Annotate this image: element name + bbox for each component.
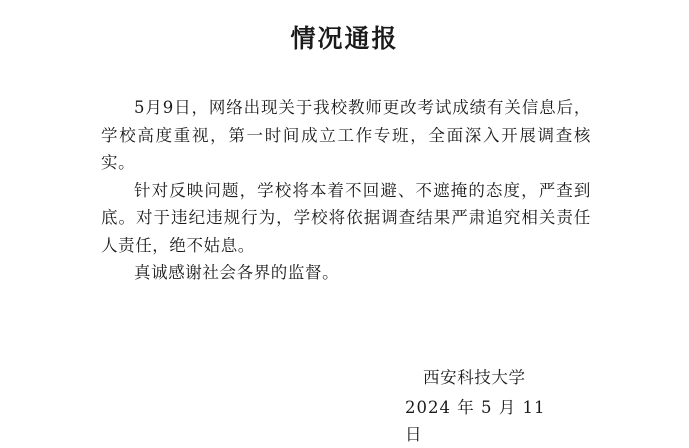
notice-body bbox=[101, 94, 591, 287]
paragraph-thanks: 真诚感谢社会各界的监督。 bbox=[134, 263, 340, 282]
notice-title: 情况通报 bbox=[290, 24, 399, 53]
signature-organization: 西安科技大学 bbox=[423, 368, 526, 387]
paragraph-commitment: 针对反映问题，学校将本着不回避、不遮掩的态度，严查到底。对于违纪违规行为，学校将依据调查结果严肃追究相关责任人责任，绝不姑息。 bbox=[101, 180, 591, 255]
signature-block bbox=[405, 364, 565, 448]
paragraph-investigation: 5月9日，网络出现关于我校教师更改考试成绩有关信息后，学校高度重视，第一时间成立工作专班，全面深入开展调查核实。 bbox=[101, 98, 591, 172]
signature-date: 2024 年 5 月 11 日 bbox=[405, 398, 546, 444]
